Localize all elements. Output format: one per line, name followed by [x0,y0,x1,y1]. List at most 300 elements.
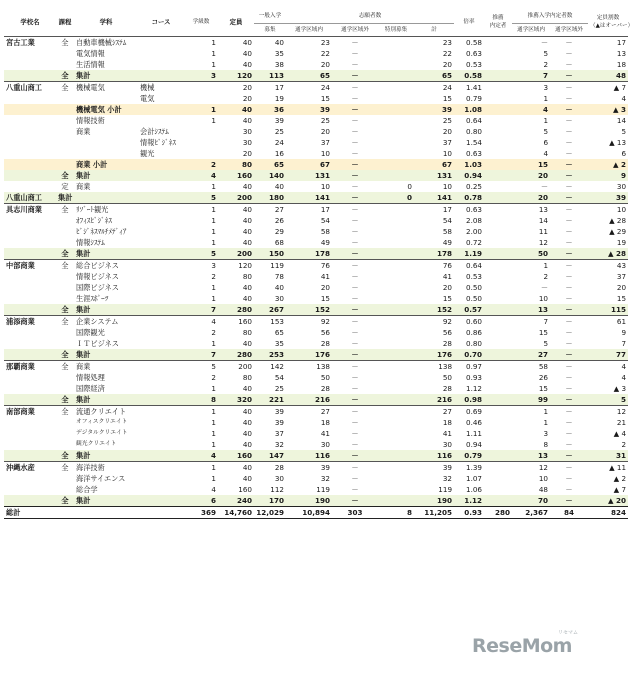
cell-prior-ratio [484,473,512,484]
cell-prior-out: － [565,418,573,427]
cell-school: 那覇商業 [4,361,56,373]
cell-in-area: 15 [320,294,330,303]
cell-capacity: 40 [242,60,252,69]
cell-course [138,204,184,216]
cell-ratio: 1.11 [466,429,483,438]
cell-course-type: 定 [61,182,69,191]
cell-classes [184,93,218,104]
cell-prior-ratio [484,439,512,450]
cell-course [138,383,184,394]
cell-general: 25 [274,384,284,393]
table-row [4,226,628,237]
cell-classes: 3 [184,70,218,82]
cell-special [378,48,414,59]
cell-dept: 海洋技術 [74,462,138,474]
cell-classes: 5 [184,248,218,260]
cell-course-type [56,473,74,484]
cell-prior-in: 99 [512,394,550,406]
cell-course: 会計ｼｽﾃﾑ [140,127,169,136]
table-row [4,237,628,248]
cell-ratio: 0.58 [454,37,484,49]
cell-in-area: 50 [320,373,330,382]
cell-general: 65 [254,159,286,170]
cell-general: 40 [274,283,284,292]
cell-prior-out: － [550,37,588,49]
cell-total: 20 [442,60,453,69]
cell-out-area: － [351,384,359,393]
cell-general: 68 [274,238,284,247]
cell-dept: 海洋サイエンス [76,474,126,483]
table-row [4,82,628,94]
cell-school: 南部商業 [4,406,56,418]
cell-prior-ratio [484,170,512,181]
cell-special [378,484,414,495]
cell-dept: ﾘｿﾞｰﾄ観光 [74,204,138,216]
cell-school [4,495,56,507]
cell-out-area: － [332,406,378,418]
cell-classes: 1 [211,440,216,449]
cell-school [4,473,56,484]
cell-course-type [56,59,74,70]
cell-dept [74,137,138,148]
cell-prior-out: － [550,192,588,204]
cell-classes: 1 [211,60,216,69]
cell-prior-in: 20 [512,192,550,204]
cell-prior-in: 13 [512,450,550,462]
cell-general: 30 [274,474,284,483]
cell-course [138,215,184,226]
cell-prior-ratio [484,484,512,495]
cell-total: 116 [414,450,454,462]
cell-special [378,226,414,237]
cell-total: 39 [414,462,454,474]
cell-capacity: 200 [218,361,254,373]
subtotal-row [4,104,628,115]
cell-capacity: 40 [218,104,254,115]
cell-ratio: 0.63 [466,49,483,58]
cell-vacancy: 5 [588,394,628,406]
table-row [4,59,628,70]
cell-total: 54 [442,216,453,225]
cell-general: 28 [254,462,286,474]
cell-classes: 1 [211,283,216,292]
subtotal-row [4,304,628,316]
cell-prior-ratio [484,338,512,349]
cell-school [4,215,56,226]
cell-prior-in: 2,367 [512,507,550,519]
cell-out-area: － [332,361,378,373]
cell-dept: 集計 [74,170,138,181]
cell-special [378,260,414,272]
table-row [4,316,628,328]
cell-school [4,428,56,439]
cell-prior-in: 1 [512,406,550,418]
cell-dept: 総合ビジネス [74,260,138,272]
cell-in-area: 41 [320,272,330,281]
cell-prior-out: － [565,294,573,303]
cell-ratio: 0.64 [466,116,483,125]
cell-school [4,271,56,282]
header-dept: 学科 [99,18,113,26]
cell-out-area: － [351,474,359,483]
cell-school [4,293,56,304]
cell-total: 152 [414,304,454,316]
cell-capacity: 80 [242,328,252,337]
cell-out-area: － [351,49,359,58]
cell-ratio: 0.79 [454,450,484,462]
cell-special [378,338,414,349]
cell-capacity: 40 [242,227,252,236]
cell-prior-ratio [484,137,512,148]
cell-prior-in: － [540,283,549,292]
cell-course [138,159,184,170]
header-prior-ratio-bottom: 内定者 [489,23,507,29]
cell-general: 150 [254,248,286,260]
cell-general: 147 [254,450,286,462]
logo-text: ReseMom [472,635,572,657]
cell-vacancy: 9 [588,170,628,181]
cell-in-area: 49 [320,238,330,247]
subtotal-row [4,70,628,82]
cell-prior-out: － [565,216,573,225]
cell-school: 浦添商業 [4,316,56,328]
cell-total: 119 [438,485,453,494]
cell-capacity: 280 [218,304,254,316]
header-total: 計 [414,24,454,37]
cell-classes: 7 [184,304,218,316]
cell-prior-out: － [565,384,573,393]
cell-ratio: 0.97 [454,361,484,373]
cell-total: 15 [442,94,453,103]
cell-prior-ratio [484,304,512,316]
cell-general: 37 [274,429,284,438]
cell-in-area: 67 [286,159,332,170]
cell-out-area: － [351,429,359,438]
cell-special: 0 [378,192,414,204]
cell-total: 22 [442,49,453,58]
cell-prior-out: － [565,127,573,136]
cell-prior-out: － [550,304,588,316]
cell-general: 39 [274,418,284,427]
cell-course [138,260,184,272]
cell-ratio: 0.93 [454,507,484,519]
cell-school: 宮古工業 [4,37,56,49]
cell-prior-ratio [484,428,512,439]
cell-prior-out: － [565,116,573,125]
cell-capacity: 20 [242,149,252,158]
cell-school [4,349,56,361]
cell-vacancy: 824 [588,507,628,519]
cell-course [138,316,184,328]
cell-prior-ratio [484,192,512,204]
cell-total: 20 [442,283,453,292]
cell-school: 八重山商工 [4,192,56,204]
cell-out-area: － [351,149,359,158]
cell-course-type: 全 [56,450,74,462]
cell-ratio: 1.19 [454,248,484,260]
cell-in-area: 54 [320,216,330,225]
cell-prior-out: － [550,450,588,462]
cell-course-type: 全 [56,170,74,181]
cell-prior-in: 11 [538,227,549,236]
cell-in-area: 27 [286,406,332,418]
cell-classes: 4 [184,450,218,462]
cell-special [378,204,414,216]
cell-prior-in: 3 [512,82,550,94]
cell-prior-out: － [550,462,588,474]
cell-capacity: 40 [218,406,254,418]
cell-prior-in: 15 [538,384,549,393]
table-row [4,181,628,192]
cell-out-area: － [351,60,359,69]
cell-prior-ratio [484,215,512,226]
cell-prior-in: 4 [543,149,549,158]
cell-course [138,473,184,484]
cell-prior-out: － [550,406,588,418]
cell-prior-out: － [565,429,573,438]
cell-in-area: 25 [320,116,330,125]
cell-course-type [56,282,74,293]
cell-in-area: 20 [320,60,330,69]
cell-prior-ratio [484,361,512,373]
subtotal-row [4,159,628,170]
cell-dept: 情報処理 [76,373,105,382]
cell-in-area: 152 [286,304,332,316]
header-ratio: 倍率 [463,19,475,25]
cell-special [378,148,414,159]
cell-in-area: 116 [286,450,332,462]
table-row [4,338,628,349]
cell-capacity: 40 [242,238,252,247]
cell-in-area: 176 [286,349,332,361]
header-in-area: 通学区域内 [286,24,332,37]
cell-vacancy: ▲ 28 [588,248,628,260]
cell-in-area: 17 [286,204,332,216]
cell-dept: 国際ビジネス [76,283,119,292]
cell-prior-out: － [565,182,573,191]
cell-vacancy: 77 [588,349,628,361]
cell-special [378,248,414,260]
cell-dept: ｵﾌｨｽﾋﾞｼﾞﾈｽ [76,216,112,225]
cell-prior-out: － [565,440,573,449]
cell-course-type [56,484,74,495]
cell-classes [184,82,218,94]
cell-ratio: 2.08 [466,216,483,225]
cell-prior-in: － [512,37,550,49]
cell-capacity: 160 [218,316,254,328]
cell-ratio: 0.72 [466,238,483,247]
cell-capacity: 200 [218,192,254,204]
cell-total: 41 [442,272,453,281]
header-course-type: 課程 [58,18,72,26]
cell-in-area: 56 [320,328,330,337]
cell-dept: 情報ｼｽﾃﾑ [76,238,105,247]
cell-special [378,450,414,462]
cell-total: 56 [442,328,453,337]
cell-special [378,137,414,148]
cell-general: 78 [274,272,284,281]
cell-out-area: 303 [332,507,378,519]
cell-dept: ﾋﾞｼﾞﾈｽﾏﾙﾁﾒﾃﾞｨｱ [76,227,127,236]
cell-prior-ratio [484,327,512,338]
cell-prior-out: － [565,138,573,147]
cell-capacity: 20 [218,82,254,94]
cell-prior-out: － [550,495,588,507]
cell-prior-out: － [565,49,573,58]
cell-course [138,338,184,349]
table-row [4,126,628,137]
cell-prior-out: － [565,328,573,337]
cell-course-type [56,226,74,237]
cell-out-area: － [351,272,359,281]
cell-prior-in: 2 [543,272,549,281]
cell-vacancy: 18 [616,60,627,69]
cell-course-type: 全 [56,316,74,328]
cell-capacity: 40 [242,49,252,58]
admission-table [4,8,633,519]
cell-prior-in: 26 [538,373,549,382]
cell-course-type [56,126,74,137]
cell-out-area: － [351,227,359,236]
cell-prior-ratio [484,204,512,216]
report-table-wrapper [4,8,633,519]
table-row [4,293,628,304]
cell-classes [184,148,218,159]
cell-ratio: 1.08 [454,104,484,115]
cell-total: 18 [442,418,453,427]
cell-prior-out: － [550,260,588,272]
cell-total: 41 [442,429,453,438]
subtotal-row [4,170,628,181]
cell-dept: 集計 [74,248,138,260]
cell-ratio: 1.12 [454,495,484,507]
cell-school [4,181,56,192]
header-out-area: 通学区域外 [332,24,378,37]
cell-course [138,192,184,204]
cell-out-area: － [332,204,378,216]
cell-total: 131 [414,170,454,181]
cell-prior-ratio: 280 [484,507,512,519]
cell-general: 39 [254,406,286,418]
cell-prior-in: 10 [538,294,549,303]
cell-course-type [56,327,74,338]
cell-general: 27 [254,204,286,216]
cell-course-type [56,48,74,59]
cell-total: 176 [414,349,454,361]
cell-ratio: 0.46 [466,418,483,427]
cell-general: 32 [274,440,284,449]
cell-course-type: 全 [56,248,74,260]
cell-school: 総計 [4,507,56,519]
cell-school: 具志川商業 [4,204,56,216]
cell-course-type: 全 [56,82,74,94]
cell-prior-ratio [484,148,512,159]
cell-classes: 8 [184,394,218,406]
cell-prior-ratio [484,237,512,248]
cell-general: 26 [274,216,284,225]
cell-ratio: 0.63 [466,149,483,158]
cell-ratio: 0.53 [466,272,483,281]
cell-general: 221 [254,394,286,406]
cell-prior-in: 1 [543,116,549,125]
cell-dept: 集計 [74,495,138,507]
cell-general: 65 [274,328,284,337]
table-row [4,215,628,226]
cell-course [138,37,184,49]
cell-vacancy: 4 [621,373,627,382]
cell-total: 65 [414,70,454,82]
cell-school [4,248,56,260]
cell-prior-out: － [550,361,588,373]
cell-dept: 生活情報 [76,60,105,69]
cell-total: 28 [442,339,453,348]
cell-in-area: 119 [316,485,330,494]
cell-capacity: 40 [218,204,254,216]
cell-course [138,394,184,406]
cell-dept: 企業システム [74,316,138,328]
cell-prior-in: 5 [543,339,549,348]
cell-prior-ratio [484,104,512,115]
cell-prior-ratio [484,394,512,406]
cell-special [378,406,414,418]
cell-prior-ratio [484,372,512,383]
cell-school [4,126,56,137]
cell-school [4,70,56,82]
cell-special [378,93,414,104]
cell-out-area: － [332,37,378,49]
cell-vacancy: 19 [616,238,627,247]
cell-course: 電気 [140,94,155,103]
cell-capacity: 40 [242,182,252,191]
cell-general: 40 [274,182,284,191]
cell-dept: オフィスクリエイト [76,419,128,425]
subtotal-row [4,248,628,260]
cell-out-area: － [351,440,359,449]
cell-prior-out: － [550,316,588,328]
cell-prior-ratio [484,349,512,361]
cell-general: 112 [270,485,284,494]
cell-capacity: 80 [218,159,254,170]
cell-prior-out: － [565,272,573,281]
cell-vacancy: 17 [588,37,628,49]
cell-classes: 1 [184,104,218,115]
cell-total: 67 [414,159,454,170]
cell-prior-in: 70 [512,495,550,507]
cell-vacancy: ▲ 11 [588,462,628,474]
cell-capacity: 160 [218,170,254,181]
cell-in-area: 92 [286,316,332,328]
cell-school [4,148,56,159]
cell-in-area: 216 [286,394,332,406]
cell-school [4,417,56,428]
header-school: 学校名 [20,18,40,26]
cell-prior-in: 4 [512,104,550,115]
cell-school [4,137,56,148]
cell-in-area: 39 [286,462,332,474]
cell-prior-in: 1 [543,94,549,103]
cell-vacancy: ▲ 13 [609,138,627,147]
cell-course-type [56,428,74,439]
cell-in-area: 138 [286,361,332,373]
cell-total: 138 [414,361,454,373]
cell-special [378,439,414,450]
cell-dept: デジタルクリエイト [76,430,128,436]
cell-classes: 4 [211,485,216,494]
resemom-logo [472,630,582,663]
cell-capacity: 30 [242,127,252,136]
cell-special [378,126,414,137]
cell-in-area: 23 [286,37,332,49]
